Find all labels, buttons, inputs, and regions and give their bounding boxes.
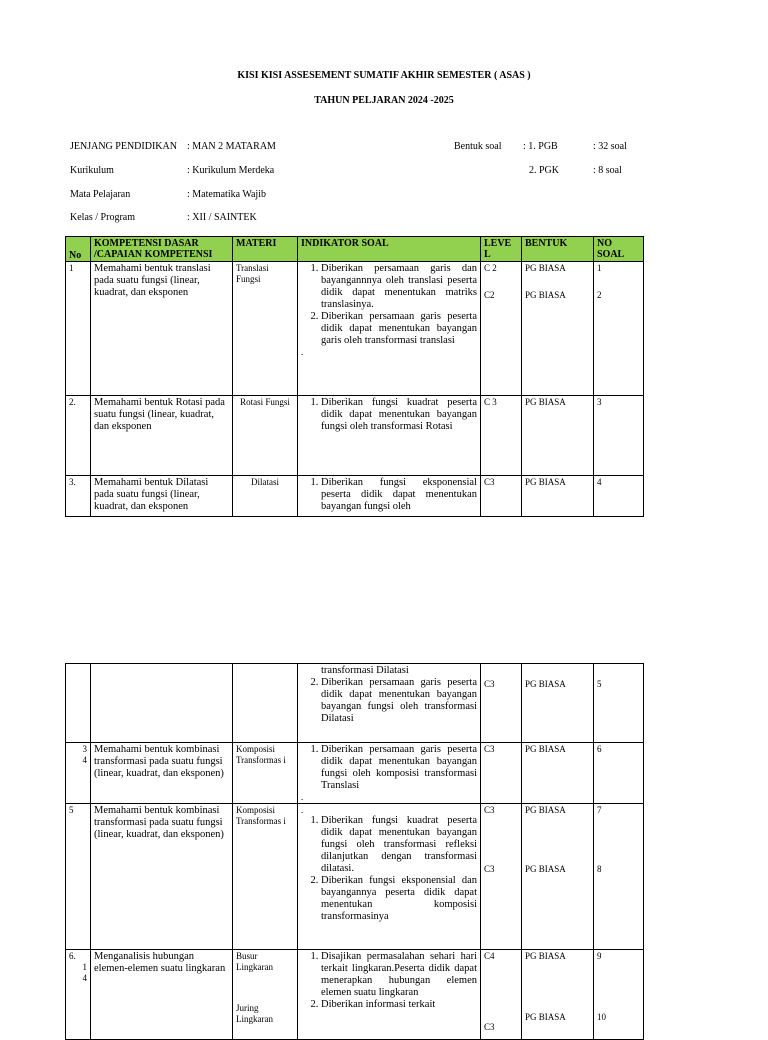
row-level: C3 xyxy=(481,664,522,743)
row-no: 6. 1 4 xyxy=(66,950,91,1040)
row-indikator xyxy=(298,743,481,804)
row-nosoal: 5 xyxy=(594,664,644,743)
row-nosoal: 3 xyxy=(594,396,644,476)
row-no: 2. xyxy=(66,396,91,476)
table-row xyxy=(66,262,644,396)
row-kompetensi: Memahami bentuk kombinasi transformasi pada suatu fungsi (linear, kuadrat, dan eksponen) xyxy=(91,743,233,804)
row-materi: Translasi Fungsi xyxy=(233,262,298,396)
bentuk-soal-label: Bentuk soal xyxy=(454,141,502,152)
row-kompetensi: Memahami bentuk kombinasi transformasi pada suatu fungsi (linear, kuadrat, dan eksponen) xyxy=(91,804,233,950)
row-materi: Busur Lingkaran Juring Lingkaran xyxy=(233,950,298,1040)
pgb-value: : 32 soal xyxy=(593,141,627,152)
col-header-indikator: INDIKATOR SOAL xyxy=(298,237,481,262)
indikator-item: 1. Diberikan fungsi kuadrat peserta didik dapat menentukan bayangan fungsi oleh transformasi Rotasi xyxy=(321,397,477,433)
indikator-item: 2. Diberikan fungsi eksponensial dan bayangannya peserta didik dapat menentukan komposisi transformasinya xyxy=(321,875,477,923)
table-row xyxy=(66,396,644,476)
row-kompetensi: Menganalisis hubungan elemen-elemen suatu lingkaran xyxy=(91,950,233,1040)
row-level: C3 C3 xyxy=(481,804,522,950)
row-nosoal: 7 8 xyxy=(594,804,644,950)
row-no: 3. xyxy=(66,476,91,517)
indikator-item: 2. Diberikan informasi terkait xyxy=(321,999,477,1011)
kurikulum-value: : Kurikulum Merdeka xyxy=(187,165,275,176)
indikator-item: 1. Diberikan fungsi eksponensial peserta didik dapat menentukan bayangan fungsi oleh xyxy=(321,477,477,513)
stray-dot: . xyxy=(301,347,304,357)
row-bentuk: PG BIASA xyxy=(522,743,594,804)
col-header-bentuk: BENTUK xyxy=(522,237,594,262)
pgk-value: : 8 soal xyxy=(593,165,622,176)
row-indikator xyxy=(298,476,481,517)
indikator-item: 1. Diberikan persamaan garis peserta didik dapat menentukan bayangan fungsi oleh komposisi transformasi Translasi xyxy=(321,744,477,792)
row-indikator xyxy=(298,262,481,396)
kisi-table-page-1 xyxy=(65,236,644,517)
row-nosoal: 1 2 xyxy=(594,262,644,396)
row-bentuk: PG BIASA xyxy=(522,396,594,476)
row-materi xyxy=(233,664,298,743)
row-indikator xyxy=(298,804,481,950)
row-bentuk: PG BIASA PG BIASA xyxy=(522,950,594,1040)
indikator-item: 2. Diberikan persamaan garis peserta didik dapat menentukan bayangan bayangan fungsi oleh transformasi Dilatasi xyxy=(321,677,477,725)
row-materi: Komposisi Transformas i xyxy=(233,743,298,804)
row-kompetensi: Memahami bentuk translasi pada suatu fungsi (linear, kuadrat, dan eksponen xyxy=(91,262,233,396)
col-header-kompetensi: KOMPETENSI DASAR /CAPAIAN KOMPETENSI xyxy=(91,237,233,262)
row-indikator xyxy=(298,664,481,743)
row-kompetensi: Memahami bentuk Dilatasi pada suatu fungsi (linear, kuadrat, dan eksponen xyxy=(91,476,233,517)
kelas-value: : XII / SAINTEK xyxy=(187,212,257,223)
row-materi: Komposisi Transformas i xyxy=(233,804,298,950)
table-row xyxy=(66,664,644,743)
row-nosoal: 4 xyxy=(594,476,644,517)
row-level: C4 C3 xyxy=(481,950,522,1040)
stray-dot: . xyxy=(301,805,304,815)
row-kompetensi: Memahami bentuk Rotasi pada suatu fungsi (linear, kuadrat, dan eksponen xyxy=(91,396,233,476)
col-header-nosoal: NO SOAL xyxy=(594,237,644,262)
row-kompetensi xyxy=(91,664,233,743)
row-level: C3 xyxy=(481,743,522,804)
row-bentuk: PG BIASA PG BIASA xyxy=(522,804,594,950)
academic-year: TAHUN PELJARAN 2024 -2025 xyxy=(314,95,454,106)
row-materi: Rotasi Fungsi xyxy=(233,396,298,476)
mapel-label: Mata Pelajaran xyxy=(70,189,131,200)
row-indikator xyxy=(298,950,481,1040)
col-header-no: No xyxy=(66,237,91,262)
indikator-item: 2. Diberikan persamaan garis peserta didik dapat menentukan bayangan garis oleh transformasi translasi xyxy=(321,311,477,347)
document-title: KISI KISI ASSESEMENT SUMATIF AKHIR SEMESTER ( ASAS ) xyxy=(237,70,531,81)
row-level: C3 xyxy=(481,476,522,517)
indikator-item: 1. Diberikan persamaan garis dan bayangannnya oleh translasi peserta didik dapat menentukan matriks translasinya. xyxy=(321,263,477,311)
table-header-row xyxy=(66,237,644,262)
row-level: C 3 xyxy=(481,396,522,476)
table-row xyxy=(66,743,644,804)
row-no: 1 xyxy=(66,262,91,396)
row-no: 5 xyxy=(66,804,91,950)
row-bentuk: PG BIASA xyxy=(522,664,594,743)
stray-dot: . xyxy=(301,792,304,802)
row-no: 3 4 xyxy=(66,743,91,804)
kurikulum-label: Kurikulum xyxy=(70,165,114,176)
jenjang-value: : MAN 2 MATARAM xyxy=(187,141,276,152)
table-row xyxy=(66,476,644,517)
row-level: C 2 C2 xyxy=(481,262,522,396)
kisi-table-page-2 xyxy=(65,663,644,1040)
col-header-materi: MATERI xyxy=(233,237,298,262)
row-bentuk: PG BIASA xyxy=(522,476,594,517)
pgb-label: : 1. PGB xyxy=(523,141,558,152)
indikator-item: 1. Diberikan fungsi kuadrat peserta didik dapat menentukan bayangan fungsi oleh transformasi refleksi dilanjutkan dengan transformasi dilatasi. xyxy=(321,815,477,875)
pgk-label: 2. PGK xyxy=(529,165,560,176)
mapel-value: : Matematika Wajib xyxy=(187,189,266,200)
row-materi: Dilatasi xyxy=(233,476,298,517)
jenjang-label: JENJANG PENDIDIKAN xyxy=(70,141,177,152)
indikator-item: 1. Disajikan permasalahan sehari hari terkait lingkaran.Peserta didik dapat menerapkan hubungan elemen elemen suatu lingkaran xyxy=(321,951,477,999)
table-row xyxy=(66,950,644,1040)
col-header-level: LEVE L xyxy=(481,237,522,262)
row-nosoal: 6 xyxy=(594,743,644,804)
row-nosoal: 9 10 xyxy=(594,950,644,1040)
row-no xyxy=(66,664,91,743)
row-indikator xyxy=(298,396,481,476)
table-row xyxy=(66,804,644,950)
kelas-label: Kelas / Program xyxy=(70,212,135,223)
indikator-continuation: transformasi Dilatasi xyxy=(321,665,409,676)
row-bentuk: PG BIASA PG BIASA xyxy=(522,262,594,396)
